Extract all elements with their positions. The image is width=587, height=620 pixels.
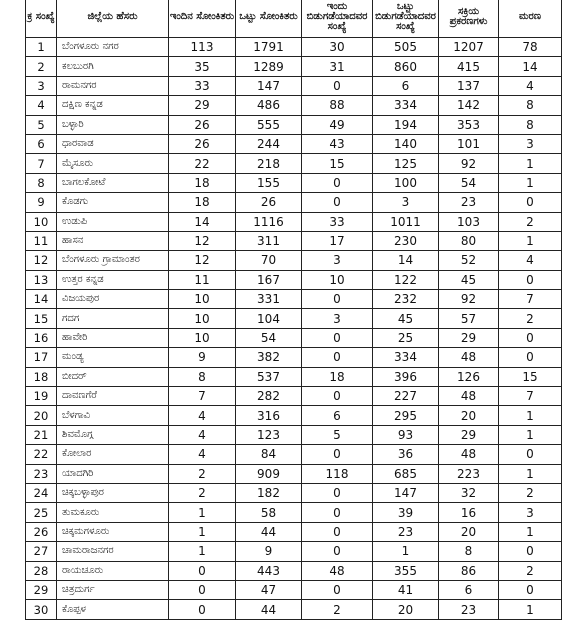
cell-sl-no: 19 <box>26 387 57 406</box>
table-row <box>26 483 562 502</box>
cell-sl-no: 15 <box>26 309 57 328</box>
cell-total-positive: 443 <box>236 561 302 580</box>
cell-total-discharged: 6 <box>373 76 439 95</box>
cell-today-positive: 10 <box>169 328 236 347</box>
cell-district-name: ದಾವಣಗೆರೆ <box>57 387 169 406</box>
cell-deaths: 1 <box>499 522 562 541</box>
cell-district-name: ಚಿತ್ರದುರ್ಗ <box>57 580 169 599</box>
cell-district-name: ಚಿಕ್ಕಮಗಳೂರು <box>57 522 169 541</box>
table-row <box>26 580 562 599</box>
cell-today-discharged: 33 <box>302 212 373 231</box>
cell-active-cases: 48 <box>439 387 499 406</box>
table-row <box>26 503 562 522</box>
cell-active-cases: 48 <box>439 445 499 464</box>
cell-today-discharged: 31 <box>302 57 373 76</box>
cell-total-discharged: 194 <box>373 115 439 134</box>
cell-deaths: 8 <box>499 115 562 134</box>
header-total-discharged: ಒಟ್ಟು ಬಿಡುಗಡೆಯಾದವರ ಸಂಖ್ಯೆ <box>373 0 439 38</box>
cell-sl-no: 29 <box>26 580 57 599</box>
cell-deaths: 7 <box>499 290 562 309</box>
cell-deaths: 1 <box>499 425 562 444</box>
cell-total-discharged: 334 <box>373 96 439 115</box>
cell-total-positive: 123 <box>236 425 302 444</box>
cell-total-discharged: 685 <box>373 464 439 483</box>
cell-total-positive: 331 <box>236 290 302 309</box>
cell-today-positive: 33 <box>169 76 236 95</box>
cell-today-positive: 12 <box>169 251 236 270</box>
cell-sl-no: 4 <box>26 96 57 115</box>
cell-today-positive: 1 <box>169 542 236 561</box>
cell-today-discharged: 0 <box>302 445 373 464</box>
table-row <box>26 425 562 444</box>
cell-active-cases: 23 <box>439 600 499 619</box>
cell-total-positive: 486 <box>236 96 302 115</box>
cell-district-name: ಬೆಳಗಾವಿ <box>57 406 169 425</box>
cell-district-name: ಉಡುಪಿ <box>57 212 169 231</box>
district-covid-table-sheet <box>25 0 561 620</box>
cell-today-positive: 0 <box>169 580 236 599</box>
header-total-positive: ಒಟ್ಟು ಸೋಂಕಿತರು <box>236 0 302 38</box>
cell-sl-no: 1 <box>26 38 57 57</box>
table-row <box>26 38 562 57</box>
cell-today-positive: 9 <box>169 348 236 367</box>
cell-total-discharged: 1 <box>373 542 439 561</box>
cell-total-positive: 218 <box>236 154 302 173</box>
cell-active-cases: 142 <box>439 96 499 115</box>
header-deaths: ಮರಣ <box>499 0 562 38</box>
cell-total-positive: 316 <box>236 406 302 425</box>
cell-district-name: ಮೈಸೂರು <box>57 154 169 173</box>
cell-today-discharged: 0 <box>302 580 373 599</box>
cell-district-name: ಬೆಂಗಳೂರು ನಗರ <box>57 38 169 57</box>
table-row <box>26 406 562 425</box>
cell-active-cases: 137 <box>439 76 499 95</box>
cell-deaths: 1 <box>499 154 562 173</box>
table-row <box>26 445 562 464</box>
cell-deaths: 1 <box>499 464 562 483</box>
cell-deaths: 78 <box>499 38 562 57</box>
cell-deaths: 0 <box>499 542 562 561</box>
cell-today-positive: 14 <box>169 212 236 231</box>
cell-district-name: ಚಿಕ್ಕಬಳ್ಳಾಪುರ <box>57 483 169 502</box>
cell-today-discharged: 0 <box>302 387 373 406</box>
cell-deaths: 0 <box>499 445 562 464</box>
cell-district-name: ಉತ್ತರ ಕನ್ನಡ <box>57 270 169 289</box>
cell-today-discharged: 0 <box>302 173 373 192</box>
cell-today-discharged: 2 <box>302 600 373 619</box>
table-row <box>26 328 562 347</box>
cell-today-discharged: 6 <box>302 406 373 425</box>
cell-sl-no: 18 <box>26 367 57 386</box>
cell-active-cases: 29 <box>439 328 499 347</box>
cell-sl-no: 8 <box>26 173 57 192</box>
cell-active-cases: 16 <box>439 503 499 522</box>
cell-total-discharged: 860 <box>373 57 439 76</box>
cell-active-cases: 20 <box>439 406 499 425</box>
cell-today-discharged: 0 <box>302 328 373 347</box>
cell-total-positive: 311 <box>236 231 302 250</box>
cell-today-discharged: 0 <box>302 348 373 367</box>
table-row <box>26 231 562 250</box>
cell-sl-no: 28 <box>26 561 57 580</box>
cell-total-discharged: 45 <box>373 309 439 328</box>
cell-total-discharged: 93 <box>373 425 439 444</box>
cell-today-positive: 8 <box>169 367 236 386</box>
cell-active-cases: 20 <box>439 522 499 541</box>
cell-active-cases: 48 <box>439 348 499 367</box>
table-row <box>26 270 562 289</box>
cell-total-positive: 1791 <box>236 38 302 57</box>
table-row <box>26 76 562 95</box>
cell-total-discharged: 396 <box>373 367 439 386</box>
cell-total-positive: 147 <box>236 76 302 95</box>
cell-total-positive: 155 <box>236 173 302 192</box>
cell-today-positive: 18 <box>169 173 236 192</box>
cell-active-cases: 8 <box>439 542 499 561</box>
cell-deaths: 1 <box>499 406 562 425</box>
cell-deaths: 1 <box>499 173 562 192</box>
cell-active-cases: 32 <box>439 483 499 502</box>
cell-district-name: ಯಾದಗಿರಿ <box>57 464 169 483</box>
cell-sl-no: 12 <box>26 251 57 270</box>
table-row <box>26 96 562 115</box>
cell-today-positive: 2 <box>169 464 236 483</box>
cell-today-discharged: 18 <box>302 367 373 386</box>
cell-total-discharged: 147 <box>373 483 439 502</box>
cell-today-positive: 7 <box>169 387 236 406</box>
table-row <box>26 600 562 619</box>
table-row <box>26 290 562 309</box>
cell-active-cases: 29 <box>439 425 499 444</box>
cell-active-cases: 415 <box>439 57 499 76</box>
cell-total-positive: 104 <box>236 309 302 328</box>
cell-total-positive: 44 <box>236 522 302 541</box>
cell-sl-no: 11 <box>26 231 57 250</box>
cell-sl-no: 9 <box>26 193 57 212</box>
cell-district-name: ತುಮಕೂರು <box>57 503 169 522</box>
cell-today-positive: 10 <box>169 309 236 328</box>
cell-active-cases: 103 <box>439 212 499 231</box>
table-row <box>26 309 562 328</box>
cell-sl-no: 2 <box>26 57 57 76</box>
cell-sl-no: 26 <box>26 522 57 541</box>
cell-total-discharged: 14 <box>373 251 439 270</box>
cell-district-name: ಶಿವಮೊಗ್ಗ <box>57 425 169 444</box>
table-row <box>26 173 562 192</box>
cell-total-discharged: 25 <box>373 328 439 347</box>
cell-today-positive: 22 <box>169 154 236 173</box>
cell-total-positive: 70 <box>236 251 302 270</box>
header-sl-no: ಕ್ರ ಸಂಖ್ಯೆ <box>26 0 57 38</box>
table-row <box>26 542 562 561</box>
cell-active-cases: 45 <box>439 270 499 289</box>
cell-deaths: 0 <box>499 193 562 212</box>
cell-today-positive: 12 <box>169 231 236 250</box>
cell-deaths: 0 <box>499 328 562 347</box>
cell-active-cases: 126 <box>439 367 499 386</box>
cell-today-discharged: 5 <box>302 425 373 444</box>
table-row <box>26 367 562 386</box>
header-district: ಜಿಲ್ಲೆಯ ಹೆಸರು <box>57 0 169 38</box>
cell-today-positive: 2 <box>169 483 236 502</box>
cell-active-cases: 80 <box>439 231 499 250</box>
cell-active-cases: 92 <box>439 154 499 173</box>
cell-total-positive: 182 <box>236 483 302 502</box>
cell-today-positive: 26 <box>169 134 236 153</box>
table-row <box>26 193 562 212</box>
cell-today-discharged: 15 <box>302 154 373 173</box>
cell-active-cases: 52 <box>439 251 499 270</box>
cell-deaths: 7 <box>499 387 562 406</box>
cell-active-cases: 86 <box>439 561 499 580</box>
cell-today-discharged: 3 <box>302 251 373 270</box>
header-today-positive: ಇಂದಿನ ಸೋಂಕಿತರು <box>169 0 236 38</box>
cell-total-positive: 58 <box>236 503 302 522</box>
cell-district-name: ಹಾಸನ <box>57 231 169 250</box>
cell-total-discharged: 295 <box>373 406 439 425</box>
cell-total-positive: 382 <box>236 348 302 367</box>
cell-total-discharged: 20 <box>373 600 439 619</box>
cell-active-cases: 6 <box>439 580 499 599</box>
table-row <box>26 212 562 231</box>
cell-district-name: ರಾಮನಗರ <box>57 76 169 95</box>
cell-deaths: 2 <box>499 561 562 580</box>
cell-total-positive: 1116 <box>236 212 302 231</box>
cell-deaths: 14 <box>499 57 562 76</box>
cell-today-discharged: 3 <box>302 309 373 328</box>
cell-district-name: ವಿಜಯಪುರ <box>57 290 169 309</box>
cell-deaths: 2 <box>499 212 562 231</box>
table-row <box>26 134 562 153</box>
cell-sl-no: 5 <box>26 115 57 134</box>
cell-deaths: 4 <box>499 251 562 270</box>
cell-sl-no: 6 <box>26 134 57 153</box>
cell-total-discharged: 41 <box>373 580 439 599</box>
cell-total-discharged: 505 <box>373 38 439 57</box>
cell-total-discharged: 1011 <box>373 212 439 231</box>
cell-today-positive: 4 <box>169 445 236 464</box>
cell-district-name: ಕೊಡಗು <box>57 193 169 212</box>
header-active-cases: ಸಕ್ರಿಯ ಪ್ರಕರಣಗಳು <box>439 0 499 38</box>
cell-total-positive: 537 <box>236 367 302 386</box>
cell-sl-no: 17 <box>26 348 57 367</box>
cell-today-positive: 35 <box>169 57 236 76</box>
cell-today-positive: 4 <box>169 425 236 444</box>
district-covid-table <box>25 0 562 620</box>
cell-today-positive: 26 <box>169 115 236 134</box>
cell-total-positive: 167 <box>236 270 302 289</box>
cell-district-name: ಬಾಗಲಕೋಟೆ <box>57 173 169 192</box>
header-today-discharged: ಇಂದು ಬಿಡುಗಡೆಯಾದವರ ಸಂಖ್ಯೆ <box>302 0 373 38</box>
cell-deaths: 0 <box>499 580 562 599</box>
cell-total-discharged: 227 <box>373 387 439 406</box>
cell-today-positive: 113 <box>169 38 236 57</box>
cell-active-cases: 353 <box>439 115 499 134</box>
cell-sl-no: 27 <box>26 542 57 561</box>
cell-deaths: 2 <box>499 309 562 328</box>
cell-district-name: ಬೆಂಗಳೂರು ಗ್ರಾಮಾಂತರ <box>57 251 169 270</box>
cell-sl-no: 21 <box>26 425 57 444</box>
cell-district-name: ಕಲಬುರಗಿ <box>57 57 169 76</box>
cell-total-positive: 909 <box>236 464 302 483</box>
cell-deaths: 2 <box>499 483 562 502</box>
cell-district-name: ಚಾಮರಾಜನಗರ <box>57 542 169 561</box>
cell-active-cases: 54 <box>439 173 499 192</box>
table-body <box>26 38 562 620</box>
cell-deaths: 1 <box>499 231 562 250</box>
cell-district-name: ರಾಯಚೂರು <box>57 561 169 580</box>
cell-active-cases: 101 <box>439 134 499 153</box>
cell-today-discharged: 10 <box>302 270 373 289</box>
cell-today-positive: 11 <box>169 270 236 289</box>
cell-total-discharged: 100 <box>373 173 439 192</box>
cell-sl-no: 13 <box>26 270 57 289</box>
cell-deaths: 0 <box>499 348 562 367</box>
cell-total-discharged: 23 <box>373 522 439 541</box>
cell-total-positive: 47 <box>236 580 302 599</box>
cell-today-positive: 4 <box>169 406 236 425</box>
cell-deaths: 3 <box>499 503 562 522</box>
cell-today-discharged: 48 <box>302 561 373 580</box>
cell-district-name: ಹಾವೇರಿ <box>57 328 169 347</box>
table-row <box>26 561 562 580</box>
cell-sl-no: 23 <box>26 464 57 483</box>
cell-sl-no: 7 <box>26 154 57 173</box>
table-row <box>26 522 562 541</box>
cell-deaths: 0 <box>499 270 562 289</box>
cell-total-positive: 282 <box>236 387 302 406</box>
cell-district-name: ಕೊಪ್ಪಳ <box>57 600 169 619</box>
cell-district-name: ಬೀದರ್ <box>57 367 169 386</box>
table-row <box>26 387 562 406</box>
cell-total-positive: 9 <box>236 542 302 561</box>
cell-sl-no: 22 <box>26 445 57 464</box>
cell-district-name: ಗದಗ <box>57 309 169 328</box>
cell-sl-no: 24 <box>26 483 57 502</box>
cell-today-discharged: 0 <box>302 193 373 212</box>
cell-total-discharged: 3 <box>373 193 439 212</box>
table-row <box>26 154 562 173</box>
cell-today-discharged: 0 <box>302 542 373 561</box>
table-row <box>26 251 562 270</box>
cell-sl-no: 3 <box>26 76 57 95</box>
cell-total-discharged: 122 <box>373 270 439 289</box>
cell-total-discharged: 230 <box>373 231 439 250</box>
cell-active-cases: 57 <box>439 309 499 328</box>
cell-total-discharged: 140 <box>373 134 439 153</box>
cell-today-discharged: 0 <box>302 522 373 541</box>
cell-today-positive: 0 <box>169 600 236 619</box>
cell-active-cases: 92 <box>439 290 499 309</box>
cell-today-positive: 1 <box>169 503 236 522</box>
cell-sl-no: 16 <box>26 328 57 347</box>
cell-total-positive: 244 <box>236 134 302 153</box>
cell-deaths: 8 <box>499 96 562 115</box>
cell-total-discharged: 334 <box>373 348 439 367</box>
cell-district-name: ಬಳ್ಳಾರಿ <box>57 115 169 134</box>
cell-deaths: 15 <box>499 367 562 386</box>
cell-deaths: 3 <box>499 134 562 153</box>
table-header-row <box>26 0 562 38</box>
cell-today-discharged: 43 <box>302 134 373 153</box>
cell-today-positive: 10 <box>169 290 236 309</box>
cell-total-discharged: 36 <box>373 445 439 464</box>
cell-total-discharged: 39 <box>373 503 439 522</box>
cell-sl-no: 10 <box>26 212 57 231</box>
table-row <box>26 115 562 134</box>
cell-total-positive: 44 <box>236 600 302 619</box>
cell-today-discharged: 49 <box>302 115 373 134</box>
cell-district-name: ದಕ್ಷಿಣ ಕನ್ನಡ <box>57 96 169 115</box>
cell-today-discharged: 88 <box>302 96 373 115</box>
table-row <box>26 348 562 367</box>
cell-district-name: ಕೋಲಾರ <box>57 445 169 464</box>
table-row <box>26 57 562 76</box>
cell-total-positive: 84 <box>236 445 302 464</box>
cell-sl-no: 30 <box>26 600 57 619</box>
cell-total-positive: 555 <box>236 115 302 134</box>
cell-total-discharged: 232 <box>373 290 439 309</box>
cell-today-positive: 0 <box>169 561 236 580</box>
cell-deaths: 1 <box>499 600 562 619</box>
cell-today-discharged: 118 <box>302 464 373 483</box>
cell-total-discharged: 355 <box>373 561 439 580</box>
cell-sl-no: 14 <box>26 290 57 309</box>
table-row <box>26 464 562 483</box>
cell-today-discharged: 17 <box>302 231 373 250</box>
cell-district-name: ಧಾರವಾಡ <box>57 134 169 153</box>
cell-total-positive: 54 <box>236 328 302 347</box>
cell-sl-no: 20 <box>26 406 57 425</box>
cell-active-cases: 1207 <box>439 38 499 57</box>
cell-today-positive: 29 <box>169 96 236 115</box>
cell-today-positive: 18 <box>169 193 236 212</box>
cell-active-cases: 23 <box>439 193 499 212</box>
cell-total-positive: 26 <box>236 193 302 212</box>
cell-today-positive: 1 <box>169 522 236 541</box>
cell-today-discharged: 30 <box>302 38 373 57</box>
cell-total-discharged: 125 <box>373 154 439 173</box>
cell-today-discharged: 0 <box>302 503 373 522</box>
cell-district-name: ಮಂಡ್ಯ <box>57 348 169 367</box>
cell-deaths: 4 <box>499 76 562 95</box>
cell-today-discharged: 0 <box>302 483 373 502</box>
cell-sl-no: 25 <box>26 503 57 522</box>
cell-active-cases: 223 <box>439 464 499 483</box>
cell-total-positive: 1289 <box>236 57 302 76</box>
cell-today-discharged: 0 <box>302 290 373 309</box>
cell-today-discharged: 0 <box>302 76 373 95</box>
